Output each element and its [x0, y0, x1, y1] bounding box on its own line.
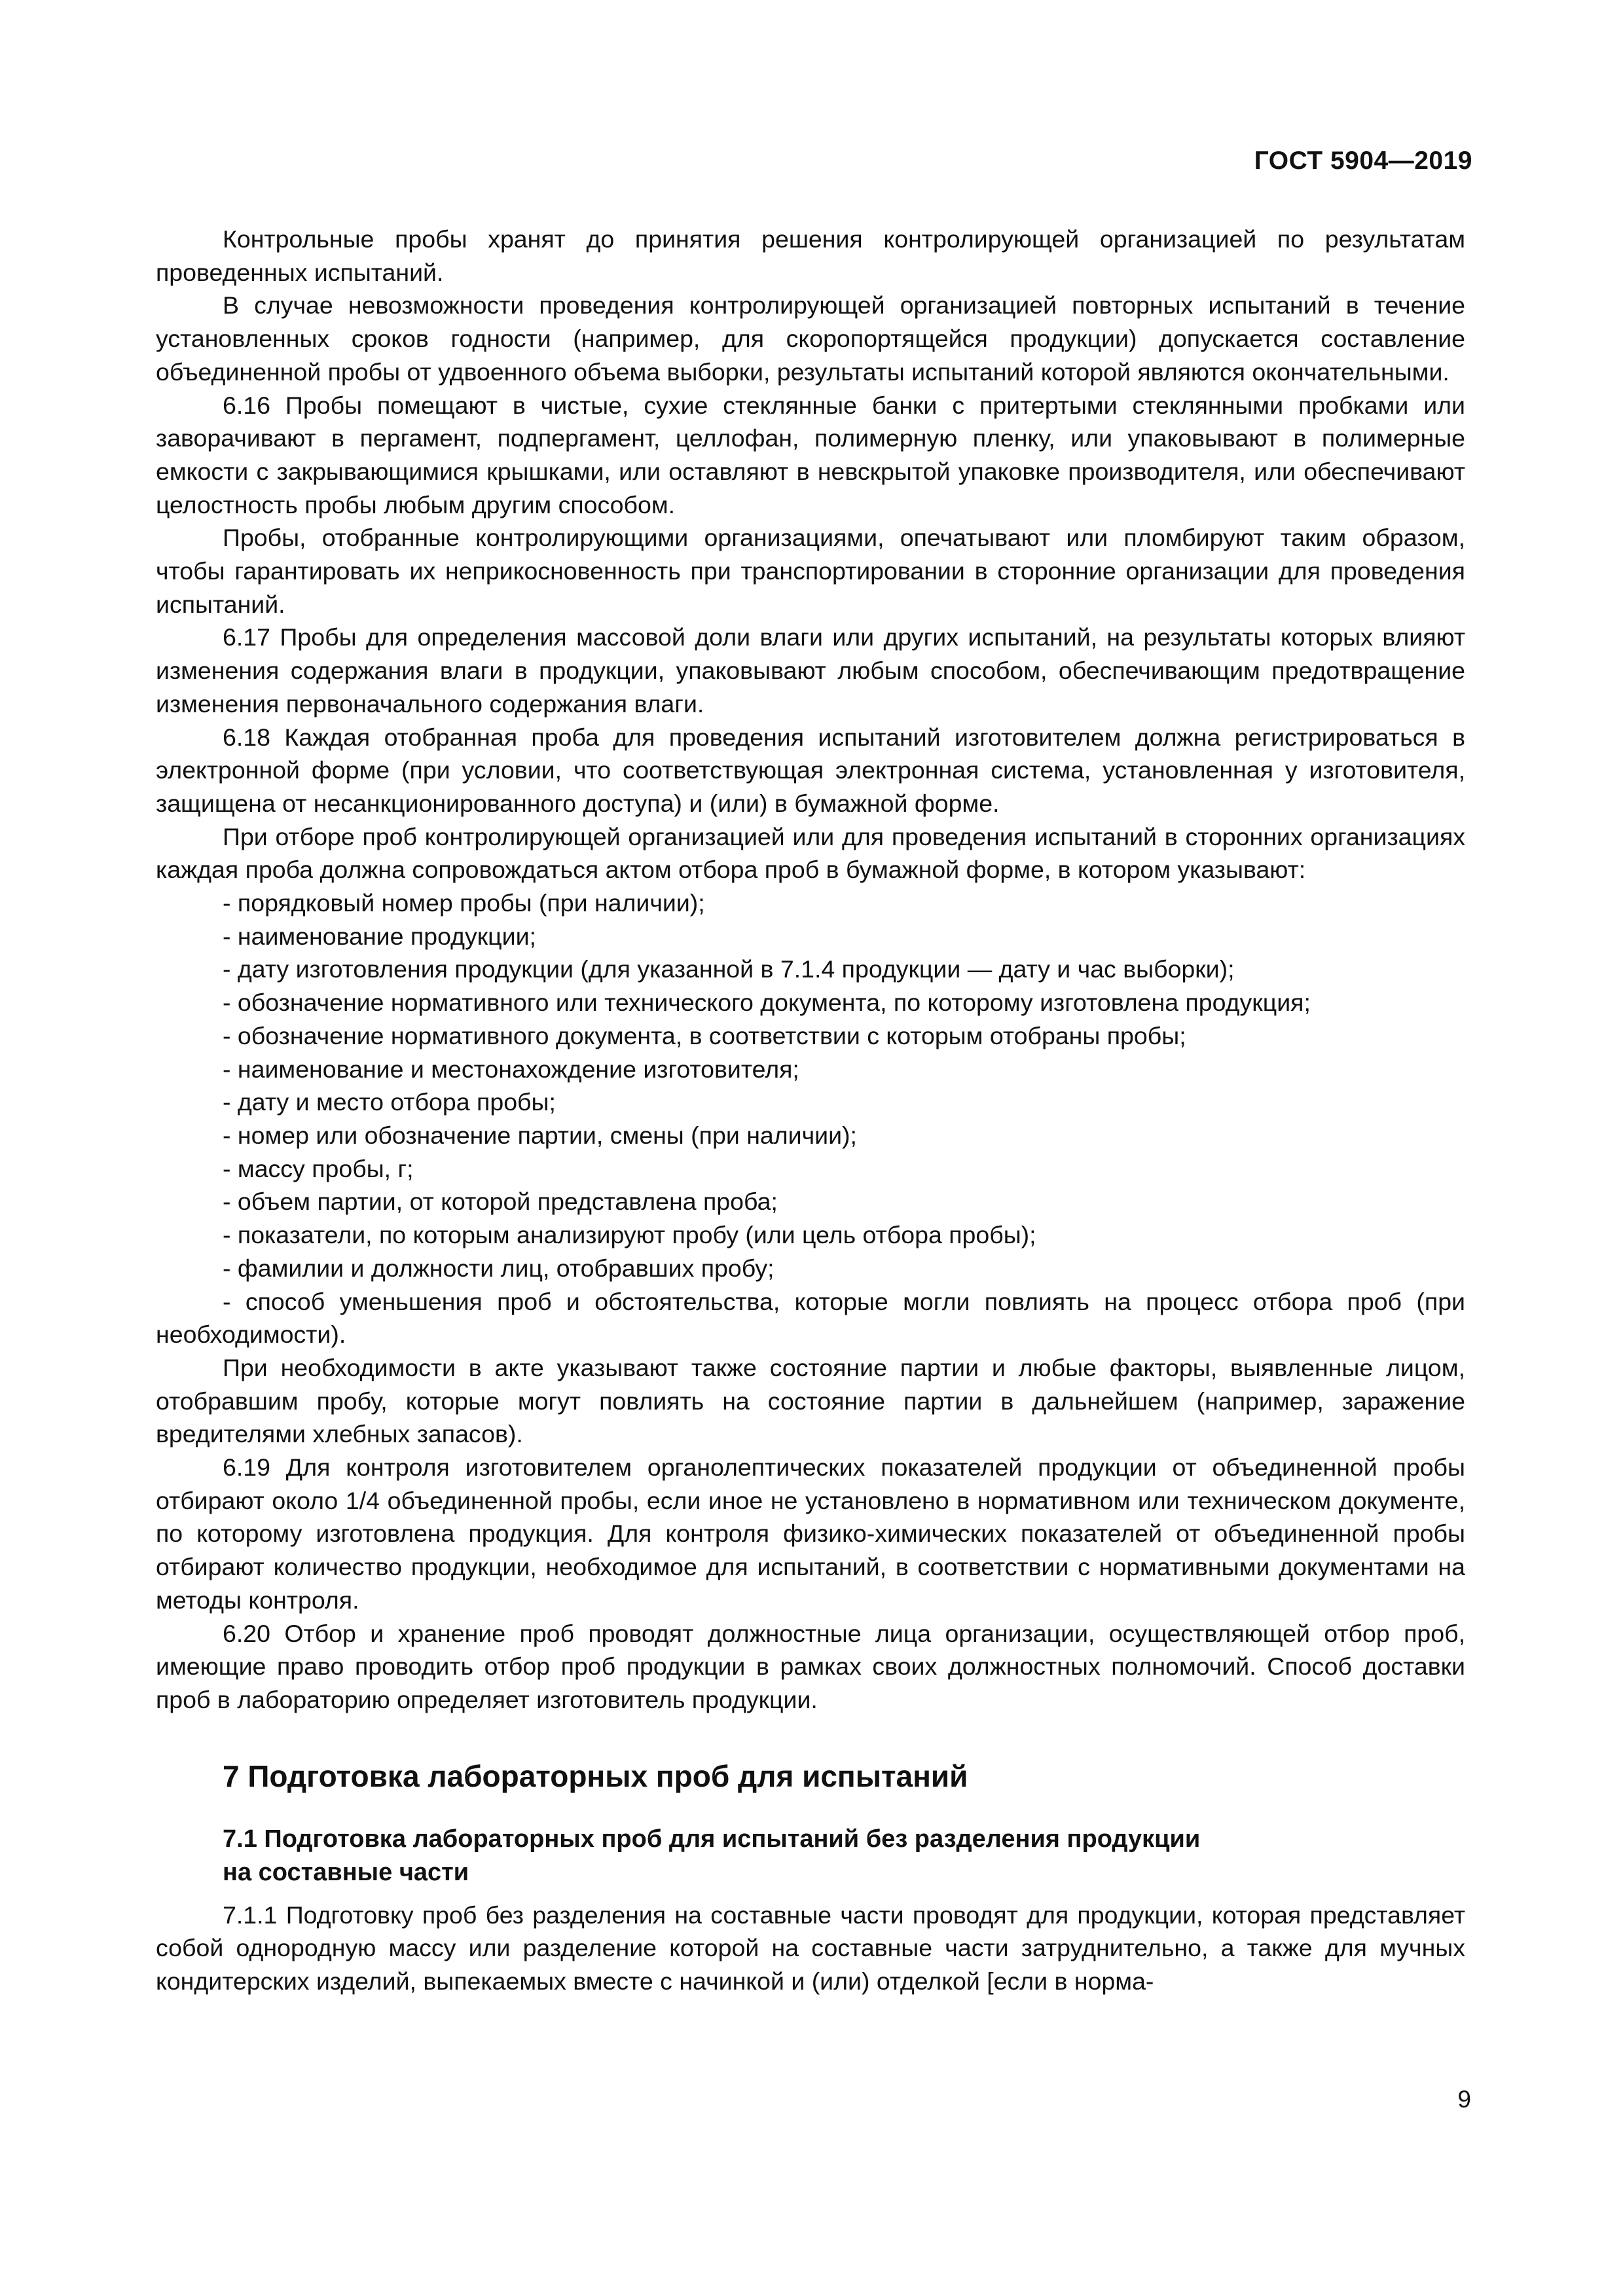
paragraph: 6.16 Пробы помещают в чистые, сухие стеклянные банки с притертыми стеклянными пробками или заворачивают в пергамент, подпергамент, целлофан, полимерную пленку, или упаковывают в полимерные емкости с закрывающимися крышками, или оставляют в невскрытой упаковке производителя, или обеспечивают целостность пробы любым другим способом.	[156, 391, 1465, 519]
paragraph: 6.18 Каждая отобранная проба для проведения испытаний изготовителем должна регистрироваться в электронной форме (при условии, что соответствующая электронная система, установленная у изготовителя, защищена от несанкционированного доступа) и (или) в бумажной форме.	[156, 723, 1465, 817]
document-body	[156, 223, 1465, 1998]
list-item: - обозначение нормативного или технического документа, по которому изготовлена продукция;	[223, 989, 1311, 1017]
list-item: - номер или обозначение партии, смены (при наличии);	[223, 1121, 857, 1149]
document-code: ГОСТ 5904—2019	[1254, 147, 1472, 175]
paragraph: При необходимости в акте указывают также состояние партии и любые факторы, выявленные лицом, отобравшим пробу, которые могут повлиять на состояние партии в дальнейшем (например, заражение вредителями хлебных запасов).	[156, 1353, 1465, 1448]
paragraph: 6.19 Для контроля изготовителем органолептических показателей продукции от объединенной пробы отбирают около 1/4 объединенной пробы, если иное не установлено в нормативном или техническом документе, по которому изготовлена продукция. Для контроля физико-химических показателей от объединенной пробы отбирают количество продукции, необходимое для испытаний, в соответствии с нормативными документами на методы контроля.	[156, 1453, 1465, 1614]
list-item: - фамилии и должности лиц, отобравших пробу;	[223, 1254, 775, 1282]
paragraph: Пробы, отобранные контролирующими организациями, опечатывают или пломбируют таким образом, чтобы гарантировать их неприкосновенность при транспортировании в сторонние организации для проведения испытаний.	[156, 524, 1465, 618]
list-item: - обозначение нормативного документа, в соответствии с которым отобраны пробы;	[223, 1021, 1186, 1049]
paragraph: 7.1.1 Подготовку проб без разделения на составные части проводят для продукции, которая представляет собой однородную массу или разделение которой на составные части затруднительно, а также для мучных кондитерских изделий, выпекаемых вместе с начинкой и (или) отделкой [если в норма-	[156, 1901, 1465, 1995]
list-item: - массу пробы, г;	[223, 1154, 414, 1182]
paragraph: 6.17 Пробы для определения массовой доли влаги или других испытаний, на результаты которых влияют изменения содержания влаги в продукции, упаковывают любым способом, обеспечивающим предотвращение изменения первоначального содержания влаги.	[156, 623, 1465, 718]
list-item: - дату и место отбора пробы;	[223, 1088, 556, 1116]
paragraph: В случае невозможности проведения контролирующей организацией повторных испытаний в течение установленных сроков годности (например, для скоропортящейся продукции) допускается составление объединенной пробы от удвоенного объема выборки, результаты испытаний которой являются окончательными.	[156, 291, 1465, 386]
page-number: 9	[1457, 2086, 1471, 2113]
list-item: - показатели, по которым анализируют пробу (или цель отбора пробы);	[223, 1221, 1036, 1249]
paragraph: При отборе проб контролирующей организацией или для проведения испытаний в сторонних организациях каждая проба должна сопровождаться актом отбора проб в бумажной форме, в котором указывают:	[156, 822, 1465, 884]
list-item: - объем партии, от которой представлена проба;	[223, 1188, 778, 1216]
list-item: - способ уменьшения проб и обстоятельства, которые могли повлиять на процесс отбора проб (при необходимости).	[156, 1287, 1465, 1349]
list-item: - наименование продукции;	[223, 922, 536, 950]
subsection-title	[156, 1823, 1465, 1889]
paragraph: 6.20 Отбор и хранение проб проводят должностные лица организации, осуществляющей отбор проб, имеющие право проводить отбор проб продукции в рамках своих должностных полномочий. Способ доставки проб в лабораторию определяет изготовитель продукции.	[156, 1619, 1465, 1713]
paragraph: Контрольные пробы хранят до принятия решения контролирующей организацией по результатам проведенных испытаний.	[156, 225, 1465, 286]
list-item: - дату изготовления продукции (для указанной в 7.1.4 продукции — дату и час выборки);	[223, 955, 1235, 983]
list-item: - порядковый номер пробы (при наличии);	[223, 889, 705, 917]
section-title: 7 Подготовка лабораторных проб для испытаний	[223, 1758, 968, 1793]
subsection-title-line: на составные части	[223, 1858, 469, 1886]
subsection-title-line: 7.1 Подготовка лабораторных проб для испытаний без разделения продукции	[223, 1825, 1201, 1853]
list-item: - наименование и местонахождение изготовителя;	[223, 1055, 799, 1083]
